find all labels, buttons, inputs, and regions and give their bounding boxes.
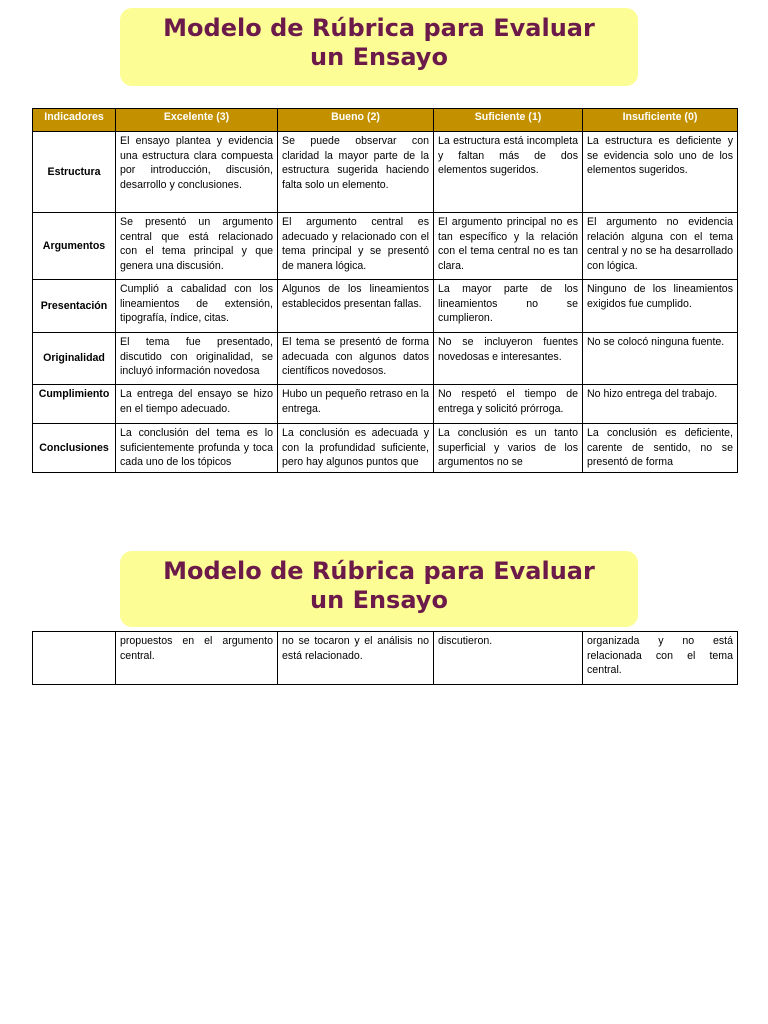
indicator-cell: Originalidad (33, 333, 116, 385)
cell-excelente: Cumplió a cabalidad con los lineamientos de extensión, tipografía, índice, citas. (116, 280, 278, 333)
cell-excelente: La conclusión del tema es lo suficientemente profunda y toca cada uno de los tópicos (116, 424, 278, 473)
title-line-1: Modelo de Rúbrica para Evaluar (163, 14, 595, 42)
cell-suficiente: No se incluyeron fuentes novedosas e interesantes. (434, 333, 583, 385)
table-row (33, 385, 738, 424)
cell-bueno: Algunos de los lineamientos establecidos presentan fallas. (278, 280, 434, 333)
cell-bueno: Se puede observar con claridad la mayor parte de la estructura sugerida haciendo falta solo un elemento. (278, 132, 434, 213)
indicator-cell: Argumentos (33, 213, 116, 280)
cell-insuficiente: organizada y no está relacionada con el tema central. (583, 632, 738, 685)
header-insuficiente: Insuficiente (0) (583, 109, 738, 132)
title-line-2: un Ensayo (310, 586, 448, 614)
cell-excelente: Se presentó un argumento central que está relacionado con el tema principal y que genera una discusión. (116, 213, 278, 280)
indicator-cell: Conclusiones (33, 424, 116, 473)
indicator-cell: Presentación (33, 280, 116, 333)
rubric-table (32, 108, 738, 473)
title-line-1: Modelo de Rúbrica para Evaluar (163, 557, 595, 585)
cell-insuficiente: La estructura es deficiente y se evidencia solo uno de los elementos sugeridos. (583, 132, 738, 213)
cell-insuficiente: La conclusión es deficiente, carente de sentido, no se presentó de forma (583, 424, 738, 473)
cell-insuficiente: No se colocó ninguna fuente. (583, 333, 738, 385)
cell-insuficiente: El argumento no evidencia relación alguna con el tema central y no se ha desarrollado con lógica. (583, 213, 738, 280)
title-line-2: un Ensayo (310, 43, 448, 71)
header-indicadores: Indicadores (33, 109, 116, 132)
cell-suficiente: El argumento principal no es tan específico y la relación con el tema central no es tan clara. (434, 213, 583, 280)
header-row (33, 109, 738, 132)
cell-excelente: El tema fue presentado, discutido con originalidad, se incluyó información novedosa (116, 333, 278, 385)
indicator-cell: Cumplimiento (33, 385, 116, 424)
header-suficiente: Suficiente (1) (434, 109, 583, 132)
indicator-cell: Estructura (33, 132, 116, 213)
header-excelente: Excelente (3) (116, 109, 278, 132)
table-row (33, 333, 738, 385)
rubric-table-continuation (32, 631, 738, 685)
header-bueno: Bueno (2) (278, 109, 434, 132)
page-title-banner-repeat (120, 551, 638, 627)
indicator-cell (33, 632, 116, 685)
cell-excelente: propuestos en el argumento central. (116, 632, 278, 685)
cell-excelente: El ensayo plantea y evidencia una estructura clara compuesta por introducción, discusión, desarrollo y conclusiones. (116, 132, 278, 213)
table-row (33, 132, 738, 213)
cell-suficiente: discutieron. (434, 632, 583, 685)
cell-insuficiente: Ninguno de los lineamientos exigidos fue cumplido. (583, 280, 738, 333)
table-row (33, 213, 738, 280)
table-row (33, 424, 738, 473)
table-row (33, 632, 738, 685)
cell-bueno: no se tocaron y el análisis no está relacionado. (278, 632, 434, 685)
cell-bueno: Hubo un pequeño retraso en la entrega. (278, 385, 434, 424)
table-row (33, 280, 738, 333)
cell-insuficiente: No hizo entrega del trabajo. (583, 385, 738, 424)
cell-excelente: La entrega del ensayo se hizo en el tiempo adecuado. (116, 385, 278, 424)
page-title-banner (120, 8, 638, 86)
cell-suficiente: La conclusión es un tanto superficial y varios de los argumentos no se (434, 424, 583, 473)
cell-bueno: La conclusión es adecuada y con la profundidad suficiente, pero hay algunos puntos que (278, 424, 434, 473)
cell-bueno: El argumento central es adecuado y relacionado con el tema principal y se presentó de manera lógica. (278, 213, 434, 280)
cell-bueno: El tema se presentó de forma adecuada con algunos datos científicos novedosos. (278, 333, 434, 385)
cell-suficiente: La estructura está incompleta y faltan más de dos elementos sugeridos. (434, 132, 583, 213)
cell-suficiente: No respetó el tiempo de entrega y solicitó prórroga. (434, 385, 583, 424)
cell-suficiente: La mayor parte de los lineamientos no se cumplieron. (434, 280, 583, 333)
